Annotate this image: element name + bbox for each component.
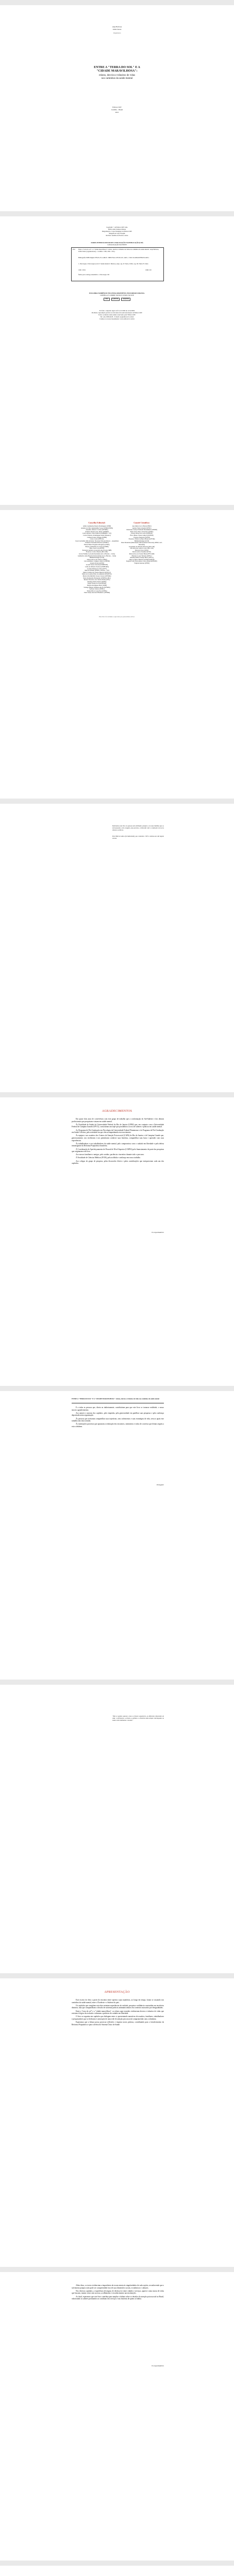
council-footnote: Este livro foi avaliado e aprovado por pareceristas ad hoc. [99, 616, 135, 618]
presentation-paragraph: Além disso, os textos evidenciam a importância da escuta atenta às singularidades de cada sujeito, reconhecendo que o sofrimento psíquico não pode ser compreendido fora de suas dimensões sociais, econômicas e culturais. [72, 2284, 164, 2289]
acknowledgements-signature: Os organizadores [152, 1231, 164, 1233]
acknowledgement-paragraph: Aos colegas do grupo de pesquisa, pelas discussões férteis e pelas contribuições que enriqueceram cada um dos capítulos. [72, 1160, 164, 1165]
council-member: Tania Suely Azevedo Brasileiro (UFOPA) [83, 591, 110, 594]
presentation-paragraph: Esperamos que a leitura possa provocar reflexões e inspirar novas práticas, contribuindo para o fortalecimento da Reforma Psiquiátrica e para a defesa do Sistema Único de Saúde. [72, 2021, 164, 2026]
council-member: Elizeu Clementino de Souza (UNEB) [85, 545, 109, 548]
council-member: Marcelo Paixão (UFRJ e UTexas – US) [85, 569, 109, 572]
presentation-paragraph: O livro se organiza em capítulos que dialogam entre si, apresentando narrativas de usuários, familiares, trabalhadores e pesquisadores que se dedicam à construção de uma rede de atenção psicossocial comprometida com a cidadania. [72, 2015, 164, 2020]
acknowledgements-body [72, 1118, 164, 1165]
cip-code: E61 [73, 248, 75, 250]
council-member: Celso Conti (UFSCar) [90, 538, 104, 540]
epigraph-text: "Não se podem separar, como se fossem separáveis, as diferentes dimensões de vida: o sofrimento, a cultura, a política e a história estão sempre entrelaçados no modo como habitamos o mundo." [112, 1715, 164, 1721]
committee-member: Christiane Carrijo Eckhardt Mouammar (UNESP) [126, 529, 158, 531]
rights-line1: Foi feito o depósito legal conf. Lei 10.994 de 14/12/2004 [99, 310, 135, 312]
council-member: Antônio Pereira Gaio Júnior (UFRRJ) [85, 530, 109, 533]
title-page [0, 5, 234, 211]
presentation-signature: Os organizadores [152, 2365, 164, 2367]
presentation-paragraph: Os capítulos que compõem esta obra retratam experiências de cuidado, pesquisa e militância construídas em territórios distintos, mas que compartilham o desafio de sustentar práticas antimanicomiais em contextos marcados por desigualdades. [72, 2004, 164, 2009]
acknowledgement-paragraph: Em quase dois anos de convivência com este grupo de trabalho que a conformação do Sul-Sudeste e dos demais profissionais que pesquisam e atuam em saúde mental. [72, 1118, 164, 1123]
council-member: Maria Cristina dos Santos Bezerra (UFSCar) [83, 571, 111, 573]
presentation-body [72, 1999, 164, 2027]
book-subtitle-line1: relatos, desvios e trânsitos de vidas [98, 74, 136, 77]
organizers-role: Organizers [113, 32, 121, 34]
council-member: Anselmo Alencar Colares (UFOPA) [86, 529, 108, 531]
council-member: Lourdes Helena da Silva (UFV) [87, 567, 107, 570]
acknowledgement-paragraph: E a todas as pessoas que, direta ou indiretamente, contribuíram para que este livro se tornasse realidade, o nosso sincero agradecimento. [72, 1406, 164, 1411]
book-title-line1: ENTRE A "TERRA DO SOL" E A [94, 66, 140, 69]
crv-badge[interactable]: CRV [104, 298, 110, 301]
organizer-1: Anja Barbosa [112, 26, 122, 28]
cip-isbn: Bibliografia ISBN Digital 978-65-251-1466-8 / ISBN Físico 978-65-251-1465-1 / DOI 10.24824/978652511465.1 [78, 257, 149, 259]
council-member: Maria de Lourdes Pinto de Almeida (UNOESC) [82, 573, 112, 575]
publisher-city: Curitiba – Brasil [111, 109, 123, 111]
council-member: Aldira Guimarães Duarte Domínguez (UNB) [82, 525, 111, 527]
acknowledgements-title: AGRADECIMENTOS [102, 1110, 132, 1113]
committee-member: Fauston Negreiros (UFPI) [133, 536, 150, 538]
cip-cdu: CDU 159.9 [78, 269, 86, 271]
council-page [0, 510, 234, 799]
council-member: Gloria Fariñas León (Universidade de La Havana – Cuba) [79, 552, 115, 555]
acknowledgement-paragraph: Às Faculdade de Saúde da Universidade Federal do Rio de Janeiro (UFRJ) que, em conjunto com a Universidade Federal de Campina Grande (UFCG), construíram um tripé que possibilitou a troca de saberes e práticas em saúde mental. [72, 1123, 164, 1128]
dedication-text-1: Dedicamos este livro às pessoas em sofrimento psíquico e às suas famílias que ao atravessarem, com coragem, esse percurso, colaboram com a construção de novos saberes e práticas. [112, 825, 164, 831]
cip-cdd: CDD 150 [145, 269, 152, 271]
presentation-paragraph: Este escrito foi feito a partir do encontro entre sujeitos cujas trajetórias, ao longo do tempo, foram se cruzando nos caminhos da saúde mental, entre o Nordeste e o Sudeste do país. [72, 1999, 164, 2004]
council-member: Leonel Severo Rocha (UNISINOS) [86, 564, 108, 566]
copyright-line3: Diagramação e Capa: Designers da Editora CRV [102, 230, 132, 232]
committee-member: Monilly Ramos Araújo Melo (UFCG) [130, 556, 154, 559]
council-member: João Adalberto Campato Junior (UNESP) [83, 560, 110, 563]
council-member: Josania Portela (UFPI) [90, 562, 104, 564]
organizer-2: Uilliz Vieira [112, 28, 122, 30]
acknowledgement-paragraph: Às trabalhadoras e aos trabalhadores da saúde mental, pelo compromisso com o cuidado em liberdade e pela defesa intransigente da Reforma Psiquiátrica brasileira. [72, 1142, 164, 1147]
copyright-line1: Copyright © da Editora CRV Ltda. [106, 226, 128, 228]
store-badges [0, 298, 234, 301]
committee-member: Érico Bruno Viana Campos (UNESP) [130, 534, 154, 536]
book-subtitle-line2: nos caminhos da saúde mental [101, 77, 133, 80]
council-member: Guillermo Arias Beatón (Universidade de La Havana – Cuba) [77, 554, 116, 557]
acknowledgement-paragraph: Às equipes e aos usuários dos Centros de Atenção Psicossocial (CAPS) do Rio de Janeiro e de Campina Grande que, generosamente, nos receberam e nos permitiram conhecer suas histórias, compartilhar suas lutas e aprender com suas experiências. [72, 1134, 164, 1142]
publication-year: 2021 [115, 111, 119, 113]
acknowledgement-paragraph: À Coordenação de Aperfeiçoamento de Pessoal de Nível Superior (CAPES) pelo financiamento de parte das pesquisas que originaram este livro. [72, 1148, 164, 1153]
committee-member: Mariana Lopez Teixeira (UFSC) [131, 554, 152, 557]
amazon-badge[interactable]: AMAZON [121, 298, 130, 301]
committee-member: Helmuth Krüger (UCP) [134, 539, 149, 542]
committee-member: Edna Lúcia Tinoco Ponciano (UERJ) [130, 530, 154, 533]
acknowledgements-page [0, 1097, 234, 1386]
council-right-heading: Comitê Científico: [133, 521, 150, 524]
ebook-badge[interactable]: E-BOOK [111, 298, 120, 301]
council-member: Cesar Gerónimo Tello (Univer. Nacional Três de Febrero – Argentina) [75, 539, 119, 542]
committee-member: Olga Ceciliato Mattioli (ASSIS/UNESP) [129, 558, 155, 561]
rights-line2: Proibida a reprodução parcial ou total desta obra sem autorização da Editora CRV [91, 312, 143, 314]
acknowledgement-paragraph: Aos nossos familiares e amigos, pelo carinho, paciência e incentivo durante todo o percurso. [76, 1154, 144, 1156]
council-member: Tadeu Oliver Gonçalves (UFPA) [87, 589, 107, 592]
presentation-cont-body [72, 2284, 164, 2301]
council-member: Sérgio Nunes de Jesus (IFRO) [87, 582, 107, 585]
publisher-name: Editora CRV [112, 106, 122, 108]
cip-subjects: 1. Psicologia 2. Psicologia social 3. Saúde mental I. Barbosa, Anja. org. II. Vieira, Uilliz. org. III. Título IV. Série [78, 263, 148, 265]
presentation-final-page [0, 2566, 234, 2576]
epigraph-page [0, 1685, 234, 1973]
acknowledgement-paragraph: Às instituições parceiras que apoiaram a realização dos encontros, seminários e rodas de conversa que deram origem a esta coletânea. [72, 1423, 164, 1428]
committee-member: Marcelo Porto (UEG) [135, 549, 149, 551]
copyright-line4: Imagem de Capa: Freepik [109, 232, 125, 234]
council-member: Helmuth Krüger (UCP) [89, 556, 105, 559]
digital-note: ESTA OBRA TAMBÉM SE ENCONTRA DISPONÍVEL EM FORMATO DIGITAL. [89, 292, 145, 294]
committee-member: Ana Maria Jacó-Vilela (UERJ) [132, 525, 152, 527]
council-columns [0, 526, 234, 618]
committee-member: Ilana Mountian (Manchester Metropolitan University, MMU, Grã-Bretanha) [121, 541, 162, 546]
council-member: Carmen Tereza Velanga (UNIR) [87, 536, 107, 538]
council-member: Maria Lília Imbiriba Sousa Colares (UFOPA) [82, 575, 111, 578]
council-member: Lídia de Oliveira Xavier (UNIEURO) [85, 566, 109, 568]
council-left-heading: Conselho Editorial: [88, 521, 106, 524]
committee-member: Marcia Alves Tassinari (USU) [132, 551, 152, 553]
cip-subtitle: CATALOGAÇÃO NA FONTE [107, 244, 127, 246]
acknowledgement-paragraph: Ao Programa de Pós-Graduação em Psicologia da Universidade Federal Fluminense e do Programa de Pós-Graduação em Saúde Coletiva, pela seriedade em que vêm acompanhando esse movimento. [72, 1129, 164, 1134]
committee-member: Virginia Kastrup (UFRJ) [134, 562, 149, 564]
council-member: Andréia da Silva Quintanilha Sousa (UNIR/UFRN) [81, 527, 113, 529]
council-member: Élsio José Corá (UFFS) [89, 547, 105, 550]
committee-member: Francisco Nilton Gomes Oliveira (UFSM) [128, 538, 155, 540]
rights-line3: Todos os direitos desta edição reservados pela: Editora CRV [98, 314, 136, 316]
council-member: Carlos Alberto Vilar Estêvão (UMINHO – PT) [82, 532, 112, 535]
acknowledgement-paragraph: Às pessoas que aceitaram compartilhar suas trajetórias, seus sofrimentos e suas estratégias de vida, sem as quais este trabalho não teria sentido. [72, 1417, 164, 1422]
presentation-title: APRESENTAÇÃO [104, 1991, 130, 1994]
acknowledgements-cont-page [0, 1391, 234, 1680]
book-title-line2: "CIDADE MARAVILHOSA": [96, 70, 138, 73]
committee-member: João Ricardo Lebert Cozac (PUC-SP) [130, 547, 154, 550]
running-header: ENTRE A "TERRA DO SOL" E A "CIDADE MARAVILHOSA": relatos, desvios e trânsitos de vidas nos caminhos da saúde mental [72, 1398, 159, 1400]
acknowledgement-paragraph: Aos autores e autoras dos capítulos, pelo empenho, pela generosidade em partilhar suas pesquisas e pela confiança depositada nesta organização. [72, 1412, 164, 1417]
committee-member: Andrea Vieira Zanella (UFSC) [132, 527, 152, 529]
cip-index: Índice para catálogo sistemático 1. Psicologia 150 [78, 274, 110, 276]
presentation-paragraph: Nos diversos capítulos, a experiência de migrar, de deslocar-se entre cidades e serviços, aparece como marca de vidas que buscam, muitas vezes sem sucesso, acolhimento e reconhecimento nas instituições. [72, 2290, 164, 2295]
committee-member: Jacqueline de Oliveira Moreira (PUC-SP) [128, 545, 155, 548]
presentation-page [0, 1978, 234, 2267]
copyright-page [0, 216, 234, 505]
rights-line4: Tel.: (41) 3039-6418 – E-mail: sac@editoracrv.com.br [100, 316, 134, 318]
council-right-list [120, 526, 164, 564]
presentation-cont-page [0, 2272, 234, 2561]
digital-note-2: CONHEÇA E COMPRE NOSSOS LIVROS NO SITE [99, 294, 134, 296]
committee-member: Maria Alves de Toledo Bruns (FFCLRP) [129, 552, 155, 555]
council-member: Simone Rodrigues Pinto (UNB) [87, 584, 107, 586]
presentation-paragraph: Ao final, esperamos que este livro contribua para ampliar o debate sobre os desafios da atenção psicossocial no Brasil, valorizando os saberes produzidos no cotidiano dos serviços e nas histórias de quem os habita. [72, 2295, 164, 2300]
copyright-line5: Revisão: Analista de Escrita e Artes [106, 234, 128, 236]
council-member: Fernando Antônio Gonçalves Alcoforado (IPB) [82, 549, 112, 551]
acknowledgement-paragraph: À Faculdade de Ciências Médicas (FCM), pela acolhida e confiança em nosso trabalho. [76, 1157, 141, 1159]
committee-member: Regina Célia Faria Amaro Giora (MACKENZIE) [126, 560, 157, 563]
cip-title: DADOS INTERNACIONAIS DE CATALOGAÇÃO NA PUBLICAÇÃO (CIP) [91, 242, 143, 244]
dedication-text-2: Para Márcia Lemos (in memoriam), que construiu o SUS e deixou-nos um legado de luta. [112, 835, 164, 839]
acknowledgements-cont-body [72, 1406, 164, 1429]
council-member: Carlos Federico Dominguez Avila (Unieuro) [83, 534, 111, 536]
rights-line5: Conheça os nossos lançamentos: www.editoracrv.com.br [99, 318, 135, 320]
dedication-page [0, 804, 234, 1092]
cip-entry: Entre a "terra do sol" e a "cidade maravilhosa": relatos, desvios e trânsitos de vidas nos caminhos da saúde mental / Anja Barbosa, Uilliz Vieira (organizadores) – Curitiba : CRV, 2021. 130 p. [78, 248, 159, 252]
copyright-line2: Editor-chefe: Railson Moura [108, 228, 126, 230]
council-member: Jailson Alves dos Santos (UFRJ) [87, 558, 107, 561]
council-member: Paulo Romualdo Hernandes (UNIFAL-MG) [83, 577, 111, 579]
council-member: Francisco Carlos Duarte (PUC-PR) [86, 551, 108, 553]
council-member: Eduardo Fernandes Barbosa (UFMG) [85, 541, 109, 544]
committee-member: Edson Olivari de Castro (UNESP) [131, 532, 153, 535]
presentation-paragraph: Entre a "terra do sol" e a "cidade maravilhosa", os relatos aqui reunidos evidenciam desvios e trânsitos de vidas que resistem à lógica da exclusão e afirmam a potência do cuidado em liberdade. [72, 2010, 164, 2015]
council-member: Elione Maria Nogueira Diogenes (UFAL) [83, 543, 110, 546]
council-member: Solange Helena Ximenes-Rocha (UFOPA) [83, 586, 110, 588]
council-member: Rodrigo Pratte-Santos (UFES) [87, 580, 107, 583]
council-member: Renato Francisco dos Santos Paula (UFG) [83, 579, 110, 581]
council-member: Sydione Santos (UEPG) [89, 588, 105, 590]
council-left-list [75, 526, 119, 594]
acknowledgements-cont-signature: Obrigado! [156, 1484, 164, 1486]
